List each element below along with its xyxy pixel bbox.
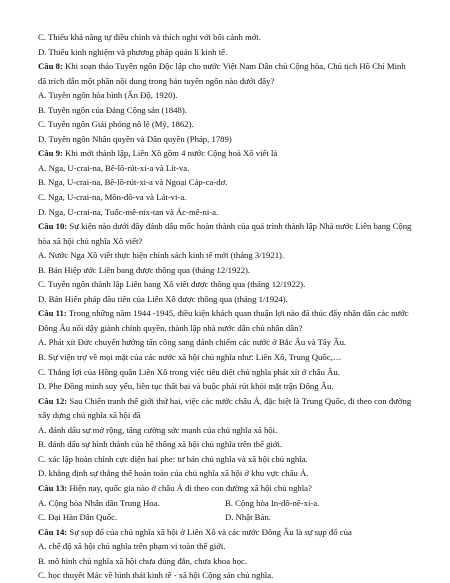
question-9-option-b: B. Nga, U-crai-na, Bê-lô-rút-xi-a và Ngoại Cáp-ca-dơ. (38, 177, 228, 188)
option-d: D. Thiếu kinh nghiệm và phương pháp quản lí kinh tế. (38, 46, 228, 57)
question-13-label: Câu 13: (38, 482, 68, 493)
question-9-stem (38, 146, 412, 161)
question-8-stem (38, 59, 412, 88)
question-12-option-b: B. đánh dấu sự hình thành của hệ thống xã hội chủ nghĩa trên thế giới. (38, 439, 283, 450)
question-10-option-c: C. Tuyên ngôn thành lập Liên bang Xô viết được thông qua (tháng 12/1922). (38, 279, 306, 290)
question-10-label: Câu 10: (38, 221, 68, 232)
question-9-option-c: C. Nga, U-crai-na, Môn-đô-va và Lát-vi-a. (38, 192, 187, 203)
question-10-text: Sự kiện nào dưới đây đánh dấu mốc hoàn thành của quá trình thành lập Nhà nước Liên bang Cộng hòa xã hội chủ nghĩa Xô viết? (38, 221, 412, 246)
option-c: C. Thiếu khả năng tự điều chỉnh và thích nghi với bối cảnh mới. (38, 32, 261, 42)
question-13-option-d: D. Nhật Bản. (225, 512, 271, 523)
question-14-stem (38, 525, 412, 540)
question-11-option-c: C. Thắng lợi của Hồng quân Liên Xô trong việc tiêu diệt chủ nghĩa phát xít ở châu Âu. (38, 366, 340, 377)
question-14-text: Sự sụp đổ của chủ nghĩa xã hội ở Liên Xô và các nước Đông Âu là sự sụp đổ của (67, 526, 352, 537)
question-12-text: Sau Chiến tranh thế giới thứ hai, việc các nước châu Á, đặc biệt là Trung Quốc, đi theo con đường xây dựng chủ nghĩa xã hội đã (38, 395, 412, 421)
question-14-option-b: B. mô hình chủ nghĩa xã hội chưa đúng đắn, chưa khoa học. (38, 555, 247, 566)
question-13-option-b: B. Cộng hòa In-đô-nê-xi-a. (225, 497, 320, 508)
question-10-option-b: B. Bản Hiệp ước Liên bang được thông qua (tháng 12/1922). (38, 264, 251, 275)
question-9-option-d: D. Nga, U-crai-na, Tuốc-mê-nix-tan và Ác-mê-ni-a. (38, 206, 219, 217)
question-8-option-b: B. Tuyên ngôn của Đảng Cộng sản (1848). (38, 104, 187, 115)
question-11-stem (38, 306, 412, 335)
question-8-label: Câu 8: (38, 61, 63, 72)
question-14-option-a: A. chế độ xã hội chủ nghĩa trên phạm vi toàn thế giới. (38, 541, 226, 552)
question-11-option-b: B. Sự viện trợ về mọi mặt của các nước xã hội chủ nghĩa như: Liên Xô, Trung Quốc,… (38, 352, 342, 363)
question-10-option-a: A. Nước Nga Xô viết thực hiện chính sách kinh tế mới (tháng 3/1921). (38, 250, 285, 261)
question-12-option-d: D. khẳng định sự thắng thế hoàn toàn của chủ nghĩa xã hội ở khu vực châu Á. (38, 468, 309, 479)
question-9-text: Khi mới thành lập, Liên Xô gồm 4 nước Cộng hoà Xô viết là (62, 148, 278, 159)
question-13-option-a: A. Cộng hòa Nhân dân Trung Hoa. (38, 497, 160, 508)
question-14-label: Câu 14: (38, 526, 68, 537)
question-11-text: Trong những năm 1944 -1945, điều kiện khách quan thuận lợi nào đã thúc đẩy nhân dân các nước Đông Âu nổi dậy giành chính quyền, thành lập nhà nước dân chủ nhân dân? (38, 308, 409, 333)
question-8-option-d: D. Tuyên ngôn Nhân quyền và Dân quyền (Pháp, 1789) (38, 133, 232, 144)
question-14-option-c: C. học thuyết Mác về hình thái kinh tế - xã hội Cộng sản chủ nghĩa. (38, 570, 274, 581)
question-9-option-a: A. Nga, U-crai-na, Bê-lô-rút-xi-a và Lít-va. (38, 162, 190, 173)
question-12-option-c: C. xác lập hoàn chỉnh cực diện hai phe: tư bản chủ nghĩa và xã hội chủ nghĩa. (38, 453, 308, 464)
question-13-stem (38, 481, 412, 496)
question-12-label: Câu 12: (38, 395, 68, 406)
question-13-options-row-1 (38, 496, 412, 511)
question-12-option-a: A. đánh dấu sự mở rộng, tăng cường sức mạnh của chủ nghĩa xã hội. (38, 424, 278, 435)
question-11-label: Câu 11: (38, 308, 67, 319)
question-10-stem (38, 219, 412, 248)
question-13-text: Hiện nay, quốc gia nào ở châu Á đi theo con đường xã hội chủ nghĩa? (67, 482, 312, 493)
question-13-option-c: C. Đại Hàn Dân Quốc. (38, 512, 118, 523)
question-8-text: Khi soạn thảo Tuyên ngôn Độc lập cho nước Việt Nam Dân chủ Cộng hòa, Chủ tịch Hồ Chí Minh đã trích dẫn một phần nội dung trong bản tuyên ngôn nào dưới đây? (38, 61, 406, 86)
question-13-options-row-2 (38, 510, 412, 525)
question-10-option-d: D. Bản Hiến pháp đầu tiên của Liên Xô được thông qua (tháng 1/1924). (38, 293, 288, 304)
question-9-label: Câu 9: (38, 148, 63, 159)
question-8-option-c: C. Tuyên ngôn Giải phóng nô lệ (Mỹ, 1862). (38, 119, 194, 130)
question-11-option-d: D. Phe Đồng minh suy yếu, liên tục thất bại và buộc phải rút khỏi mặt trận Đông Âu. (38, 381, 334, 392)
question-12-stem (38, 394, 412, 423)
question-11-option-a: A. Phát xít Đức chuyển hướng tấn công sang đánh chiếm các nước ở Bắc Âu và Tây Âu. (38, 337, 347, 348)
question-8-option-a: A. Tuyên ngôn hòa bình (Ấn Độ, 1920). (38, 90, 178, 101)
